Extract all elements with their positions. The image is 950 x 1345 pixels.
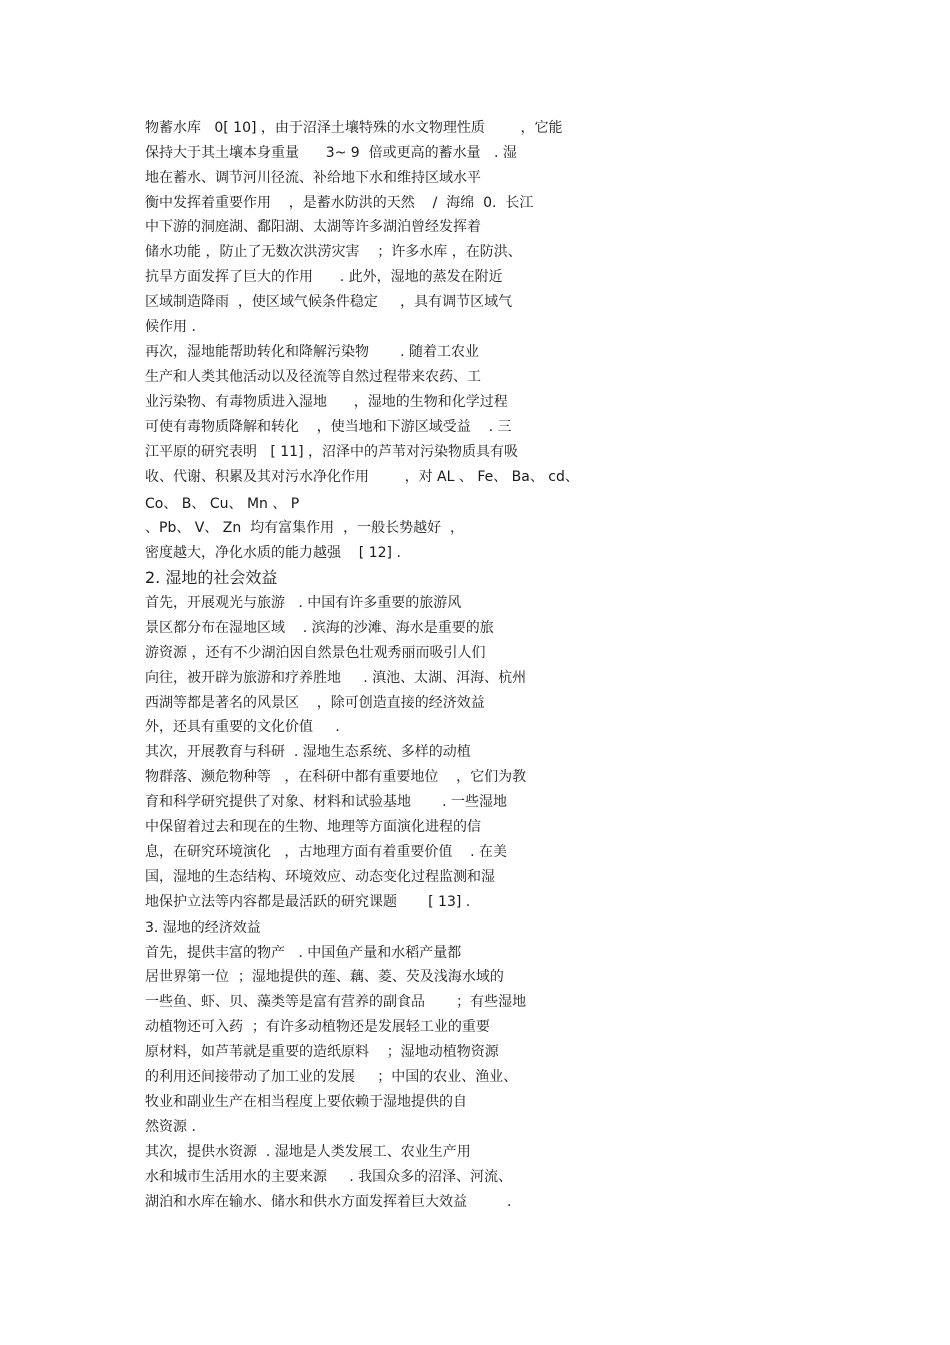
- body-text-line: 再次，湿地能帮助转化和降解污染物 . 随着工农业: [145, 344, 480, 360]
- body-text-line: 游资源 ，还有不少湖泊因自然景色壮观秀丽而吸引人们: [145, 645, 486, 661]
- body-text-line: 可使有毒物质降解和转化 ，使当地和下游区域受益 . 三: [145, 419, 512, 435]
- body-text-line: 西湖等都是著名的风景区 ，除可创造直接的经济效益: [145, 695, 485, 711]
- body-text-line: 原材料，如芦苇就是重要的造纸原料 ；湿地动植物资源: [145, 1044, 499, 1060]
- body-text-line: 中下游的洞庭湖、鄱阳湖、太湖等许多湖泊曾经发挥着: [145, 219, 481, 235]
- body-text-line: 首先，提供丰富的物产 . 中国鱼产量和水稻产量都: [145, 945, 462, 961]
- body-text-line: 区域制造降雨 ，使区域气候条件稳定 ，具有调节区域气: [145, 294, 513, 310]
- body-text-line: 育和科学研究提供了对象、材料和试验基地 . 一些湿地: [145, 794, 508, 810]
- body-text-line: 动植物还可入药 ；有许多动植物还是发展轻工业的重要: [145, 1019, 490, 1035]
- body-text-line: 水和城市生活用水的主要来源 . 我国众多的沼泽、河流、: [145, 1169, 513, 1185]
- body-text-line: 景区都分布在湿地区域 . 滨海的沙滩、海水是重要的旅: [145, 620, 494, 636]
- body-text-line: Co、 B、 Cu、 Mn 、 P: [145, 496, 300, 512]
- body-text-line: 物群落、濒危物种等 ，在科研中都有重要地位 ，它们为教: [145, 769, 527, 785]
- body-text-line: 其次，开展教育与科研 . 湿地生态系统、多样的动植: [145, 744, 471, 760]
- body-text-line: 候作用 .: [145, 319, 196, 335]
- body-text-line: 生产和人类其他活动以及径流等自然过程带来农药、工: [145, 369, 481, 385]
- body-text-line: 居世界第一位 ；湿地提供的莲、藕、菱、芡及浅海水域的: [145, 969, 504, 985]
- body-text-line: 向往，被开辟为旅游和疗养胜地 . 滇池、太湖、洱海、杭州: [145, 670, 527, 686]
- body-text-line: 密度越大，净化水质的能力越强 [ 12] .: [145, 545, 401, 561]
- body-text-line: 衡中发挥着重要作用 ，是蓄水防洪的天然 / 海绵 0. 长江: [145, 195, 534, 211]
- body-text-line: 国，湿地的生态结构、环境效应、动态变化过程监测和湿: [145, 869, 495, 885]
- body-text-line: 物蓄水库 0[ 10] ，由于沼泽土壤特殊的水文物理性质 ，它能: [145, 120, 563, 136]
- body-text-line: 一些鱼、虾、贝、藻类等是富有营养的副食品 ；有些湿地: [145, 994, 527, 1010]
- body-text-line: 地在蓄水、调节河川径流、补给地下水和维持区域水平: [145, 170, 481, 186]
- body-text-line: 中保留着过去和现在的生物、地理等方面演化进程的信: [145, 819, 481, 835]
- body-text-line: 湖泊和水库在输水、储水和供水方面发挥着巨大效益 .: [145, 1194, 512, 1210]
- body-text-line: 、Pb、 V、 Zn 均有富集作用 ，一般长势越好 ，: [145, 520, 464, 536]
- body-text-line: 业污染物、有毒物质进入湿地 ，湿地的生物和化学过程: [145, 394, 508, 410]
- body-text-line: 保持大于其土壤本身重量 3~ 9 倍或更高的蓄水量 . 湿: [145, 145, 517, 161]
- body-text-line: 牧业和副业生产在相当程度上要依赖于湿地提供的自: [145, 1094, 467, 1110]
- body-text-line: 息，在研究环境演化 ，古地理方面有着重要价值 . 在美: [145, 844, 508, 860]
- body-text-line: 江平原的研究表明 [ 11] ，沼泽中的芦苇对污染物质具有吸: [145, 444, 518, 460]
- body-text-line: 地保护立法等内容都是最活跃的研究课题 [ 13] .: [145, 894, 471, 910]
- body-text-line: 然资源 .: [145, 1119, 196, 1135]
- body-text-line: 抗旱方面发挥了巨大的作用 . 此外，湿地的蒸发在附近: [145, 269, 503, 285]
- body-text-line: 收、代谢、积累及其对污水净化作用 ，对 AL 、 Fe、 Ba、 cd、: [145, 469, 579, 485]
- body-text-line: 外，还具有重要的文化价值 .: [145, 719, 340, 735]
- section-heading: 3. 湿地的经济效益: [145, 920, 261, 936]
- body-text-line: 储水功能 ，防止了无数次洪涝灾害 ；许多水库 ，在防洪、: [145, 244, 522, 260]
- body-text-line: 首先，开展观光与旅游 . 中国有许多重要的旅游风: [145, 595, 462, 611]
- body-text-line: 的利用还间接带动了加工业的发展 ；中国的农业、渔业、: [145, 1069, 518, 1085]
- body-text-line: 其次，提供水资源 . 湿地是人类发展工、农业生产用: [145, 1144, 471, 1160]
- section-heading: 2. 湿地的社会效益: [145, 568, 278, 587]
